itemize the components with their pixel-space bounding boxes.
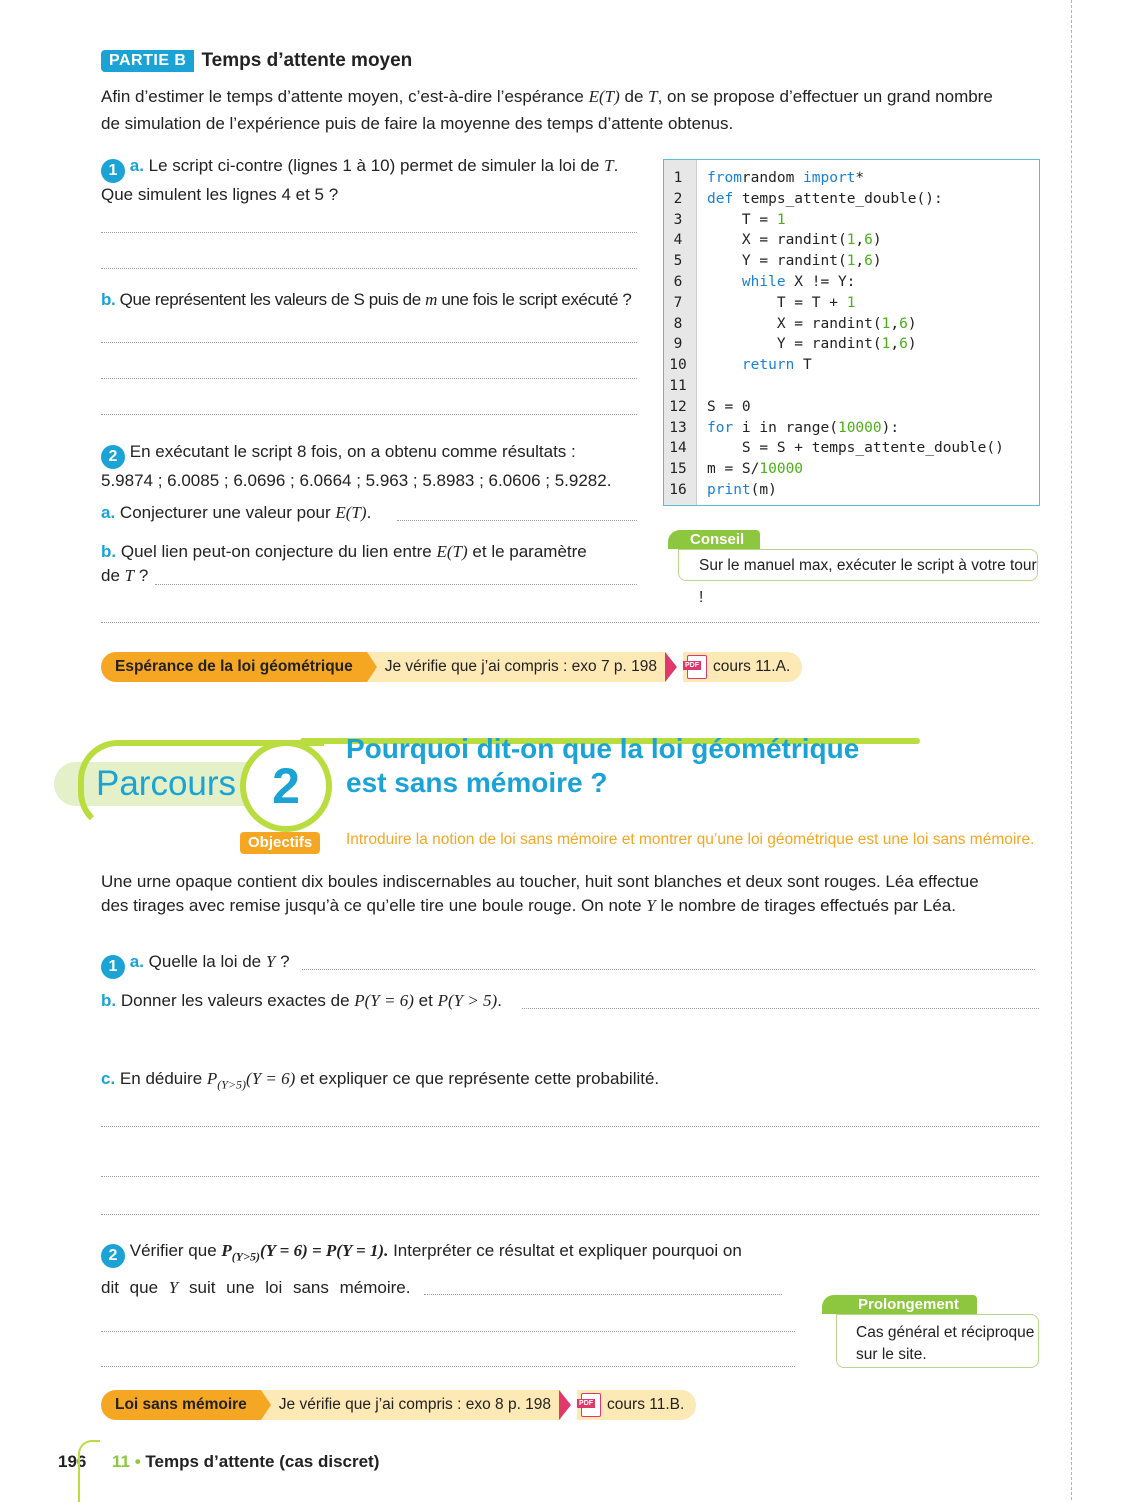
code-line-number: 11 [669, 378, 687, 394]
q1-a [101, 154, 641, 207]
footer-chapter [112, 1452, 379, 1472]
prolongement-text-2: sur le site. [856, 1346, 927, 1363]
answer-line[interactable] [424, 1294, 782, 1295]
answer-line[interactable] [101, 342, 637, 343]
partie-b-header [101, 50, 412, 72]
pdf-icon-label: PDF [685, 662, 699, 669]
code-text [707, 293, 855, 314]
code-text [707, 480, 777, 501]
code-line-number: 2 [673, 190, 683, 207]
code-token: Y = randint( [707, 336, 882, 353]
code-token: random [741, 170, 804, 186]
parcours-number: 2 [272, 758, 300, 814]
bar1-course-text: cours 11.A. [713, 658, 791, 675]
code-token: S = 0 [707, 398, 751, 415]
q2-a [101, 501, 371, 525]
code-text [707, 230, 882, 251]
code-token: * [855, 170, 865, 186]
code-number: 6 [864, 253, 873, 270]
intro-text-4: de simulation de l’expérience puis de faire la moyenne des temps d’attente obtenus. [101, 114, 734, 133]
p2-q1-a-qmark: ? [280, 952, 290, 971]
code-token: , [890, 315, 900, 332]
code-token: temps_attente_double(): [733, 190, 943, 207]
parcours-title-2: est sans mémoire ? [346, 767, 608, 798]
bar1-arrow-icon [665, 652, 677, 682]
p2-q2-number: 2 [101, 1244, 125, 1268]
answer-line[interactable] [101, 1214, 1039, 1215]
p2-q2-p: P [221, 1241, 232, 1260]
p2-q1-b-period: . [497, 991, 502, 1010]
code-token: Y = randint( [707, 253, 847, 270]
code-number: 1 [881, 315, 891, 332]
code-text [707, 418, 899, 439]
code-line-number: 13 [669, 419, 687, 436]
code-token: , [855, 253, 865, 270]
q2-a-label: a. [101, 503, 116, 522]
pdf-icon-label: PDF [579, 1400, 594, 1407]
code-token: T = T + [707, 294, 847, 311]
p2-q1-c [101, 1067, 659, 1096]
code-number: 10000 [759, 461, 804, 478]
code-number: 6 [864, 232, 873, 249]
prolongement-text-1: Cas général et réciproque [856, 1324, 1035, 1341]
q2-a-period: . [366, 503, 372, 522]
code-token: S = S + temps_attente_double() [707, 440, 1004, 457]
code-number: 1 [776, 211, 786, 228]
code-token [707, 357, 742, 373]
code-keyword: return [741, 357, 795, 374]
code-text [707, 314, 917, 335]
bar2-topic: Loi sans mémoire [101, 1390, 261, 1420]
bar1-check-link[interactable]: Je vérifie que j’ai compris : exo 7 p. 198 [367, 652, 667, 682]
conseil-tab [668, 530, 760, 550]
bar1-topic: Espérance de la loi géométrique [101, 652, 367, 682]
code-token: (m) [750, 482, 777, 498]
q2 [101, 440, 661, 493]
code-number: 1 [846, 232, 856, 249]
q2-results: 5.9874 ; 6.0085 ; 6.0696 ; 6.0664 ; 5.963 ; 5.8983 ; 6.0606 ; 5.9282. [101, 471, 612, 490]
code-token: ) [907, 315, 917, 332]
prolongement-tab [822, 1295, 977, 1315]
code-text [707, 251, 882, 272]
code-line-number: 12 [669, 398, 687, 415]
code-token: X = randint( [707, 232, 847, 249]
q1-a-text: Le script ci-contre (lignes 1 à 10) permet de simuler la loi de [148, 156, 600, 175]
q2-b-text: Quel lien peut-on conjecture du lien entre [120, 542, 432, 561]
answer-line[interactable] [101, 1331, 795, 1332]
q1-b-text: Que représentent les valeurs de S puis de [119, 290, 421, 309]
p2-q2-text-4: suit une loi sans mémoire. [188, 1278, 411, 1297]
q2-b-text-3: de [101, 566, 120, 585]
partie-b-intro [101, 85, 1051, 136]
p2-q1-b [101, 989, 502, 1013]
code-text [707, 459, 803, 480]
p2-q1-c-arg: (Y = 6) [246, 1069, 296, 1088]
prolongement-box [836, 1314, 1039, 1368]
answer-line[interactable] [302, 969, 1035, 970]
page-edge-dashed-line [1071, 0, 1072, 1500]
bar2-course-link[interactable] [577, 1390, 696, 1420]
code-keyword: import [803, 170, 856, 186]
code-number: 1 [846, 294, 856, 311]
code-keyword: while [741, 274, 786, 290]
q1-a-var: T [604, 156, 614, 175]
answer-line[interactable] [101, 378, 637, 379]
urne-text-2a: des tirages avec remise jusqu’à ce qu’elle tire une boule rouge. On note [101, 896, 642, 915]
parcours-number-ring [240, 740, 332, 832]
code-line-number: 7 [673, 294, 683, 311]
parcours-title-1: Pourquoi dit-on que la loi géométrique [346, 733, 860, 764]
code-text [707, 355, 812, 376]
code-line-number: 14 [669, 440, 687, 457]
q1-b [101, 288, 646, 312]
code-token: X != Y: [785, 274, 856, 290]
p2-q1-b-text: Donner les valeurs exactes de [120, 991, 350, 1010]
code-line-number: 4 [673, 232, 683, 249]
code-keyword: print [707, 482, 751, 498]
code-token [707, 274, 742, 290]
p2-q1-c-text: En déduire [119, 1069, 203, 1088]
conseil-box [678, 549, 1038, 606]
p2-q1-c-text-2: et expliquer ce que représente cette probabilité. [300, 1069, 660, 1088]
p2-q2-line2 [101, 1276, 410, 1300]
code-line-number: 8 [673, 315, 683, 332]
p2-q2-text: Vérifier que [129, 1241, 217, 1260]
code-line-number: 16 [669, 482, 687, 498]
code-token: T [794, 357, 812, 374]
intro-text-1: Afin d’estimer le temps d’attente moyen, c’est-à-dire l’espérance [101, 87, 584, 106]
q1-b-var: m [425, 290, 437, 309]
code-keyword: def [707, 190, 734, 207]
p2-q1-c-sub: (Y>5) [217, 1077, 247, 1092]
q2-a-var: E(T) [335, 503, 367, 522]
q1-b-label: b. [101, 290, 116, 309]
p2-q1-b-expr2: P(Y > 5) [437, 991, 498, 1010]
code-text [707, 189, 943, 210]
code-token: T = [707, 211, 777, 228]
conseil-text: Sur le manuel max, exécuter le script à votre tour ! [699, 557, 1037, 606]
code-text [707, 334, 917, 355]
q2-b [101, 540, 641, 588]
code-token: , [855, 232, 865, 249]
p2-q1-a [101, 950, 290, 979]
q2-text: En exécutant le script 8 fois, on a obtenu comme résultats : [129, 442, 576, 461]
code-line-number: 5 [673, 253, 683, 270]
answer-line[interactable] [101, 232, 637, 233]
answer-line[interactable] [101, 1176, 1039, 1177]
chapter-number: 11 [112, 1452, 130, 1471]
answer-line[interactable] [522, 1008, 1039, 1009]
p2-q2-text-3: dit que [101, 1278, 159, 1297]
p2-q1-c-label: c. [101, 1069, 116, 1088]
code-number: 6 [899, 336, 908, 353]
q1-b-text-2: une fois le script exécuté ? [441, 290, 632, 309]
code-text [707, 397, 751, 418]
progress-bar-geometric [101, 652, 802, 682]
code-number: 6 [899, 315, 908, 332]
q2-b-text-4: ? [138, 566, 149, 585]
code-token: m = S/ [707, 461, 760, 478]
q2-b-label: b. [101, 542, 117, 561]
code-number: 1 [881, 336, 891, 353]
answer-line[interactable] [155, 584, 637, 585]
objectifs-text: Introduire la notion de loi sans mémoire et montrer qu’une loi géométrique est une loi sans mémoire. [346, 831, 1035, 848]
p2-q2-text-2: Interpréter ce résultat et expliquer pourquoi on [393, 1241, 742, 1260]
q2-number: 2 [101, 445, 125, 469]
code-token: X = randint( [707, 315, 882, 332]
code-line-number: 9 [673, 336, 683, 353]
p2-q2 [101, 1239, 801, 1268]
urne-var: Y [646, 896, 656, 915]
code-token: i in range( [733, 419, 838, 436]
answer-line[interactable] [397, 520, 637, 521]
urne-text-1: Une urne opaque contient dix boules indiscernables au toucher, huit sont blanches et deux sont rouges. Léa effectue [101, 872, 979, 891]
bar2-arrow-icon [559, 1390, 571, 1420]
intro-var-t: T [648, 87, 658, 106]
code-number: 1 [846, 253, 856, 270]
chapter-title: Temps d’attente (cas discret) [145, 1452, 380, 1471]
code-text [707, 168, 864, 189]
bar2-check-link[interactable]: Je vérifie que j’ai compris : exo 8 p. 198 [261, 1390, 561, 1420]
bar1-course-link[interactable] [683, 652, 802, 682]
code-text [707, 272, 855, 293]
urne-statement [101, 870, 1051, 918]
code-line-number: 1 [673, 170, 683, 186]
bar2-course-text: cours 11.B. [607, 1396, 685, 1413]
p2-q1-number: 1 [101, 955, 125, 979]
progress-bar-memoryless [101, 1390, 696, 1420]
code-keyword: from [707, 170, 742, 186]
code-line-number: 10 [669, 357, 687, 374]
p2-q1-b-et: et [418, 991, 433, 1010]
code-token: ) [872, 253, 882, 270]
code-keyword: for [707, 419, 734, 436]
p2-q1-a-text: Quelle la loi de [148, 952, 262, 971]
answer-line[interactable] [101, 414, 637, 415]
answer-line[interactable] [101, 1366, 795, 1367]
q1-a-period: . [613, 156, 619, 175]
conseil-label: Conseil [668, 530, 760, 549]
p2-q1-c-p: P [206, 1069, 218, 1088]
prolongement-label: Prolongement [822, 1295, 977, 1314]
parcours-word: Parcours [96, 764, 237, 803]
code-number: 10000 [837, 419, 882, 436]
answer-line[interactable] [101, 622, 1039, 623]
p2-q2-expr: (Y = 6) = P(Y = 1). [259, 1241, 389, 1260]
code-text [707, 210, 786, 231]
urne-text-2b: le nombre de tirages effectués par Léa. [660, 896, 956, 915]
q2-b-text-2: et le paramètre [472, 542, 587, 561]
q2-b-var2: T [124, 566, 135, 585]
q2-a-text: Conjecturer une valeur pour [119, 503, 331, 522]
chapter-separator: • [134, 1452, 141, 1471]
q1-a-question: Que simulent les lignes 4 et 5 ? [101, 185, 339, 204]
p2-q1-b-label: b. [101, 991, 117, 1010]
parcours-title [346, 732, 859, 800]
code-token: ): [881, 419, 900, 436]
p2-q2-sub: (Y>5) [231, 1249, 260, 1264]
code-token: , [890, 336, 900, 353]
pdf-icon [687, 655, 707, 679]
q2-b-var: E(T) [436, 542, 468, 561]
page-number: 196 [58, 1452, 87, 1471]
intro-text-2: de [624, 87, 644, 106]
p2-q1-a-var: Y [265, 952, 276, 971]
answer-line[interactable] [101, 268, 637, 269]
q1-number: 1 [101, 159, 125, 183]
python-code-block [663, 159, 1040, 506]
objectifs-badge: Objectifs [240, 832, 320, 854]
code-line-number: 15 [669, 461, 687, 478]
footer-curve [78, 1440, 100, 1502]
code-text [707, 438, 1004, 459]
code-token: ) [872, 232, 882, 249]
partie-b-title: Temps d’attente moyen [201, 50, 413, 71]
pdf-icon [581, 1393, 601, 1417]
partie-b-badge: PARTIE B [101, 50, 194, 72]
p2-q1-b-expr1: P(Y = 6) [354, 991, 414, 1010]
code-line-number: 6 [673, 274, 683, 290]
p2-q1-a-label: a. [129, 952, 144, 971]
code-line-number: 3 [673, 211, 683, 228]
q1-a-label: a. [129, 156, 144, 175]
code-token: ) [907, 336, 917, 353]
intro-text-3: , on se propose d’effectuer un grand nombre [657, 87, 993, 106]
p2-q2-var: Y [168, 1278, 179, 1297]
intro-expectation: E(T) [588, 87, 620, 106]
answer-line[interactable] [101, 1126, 1039, 1127]
